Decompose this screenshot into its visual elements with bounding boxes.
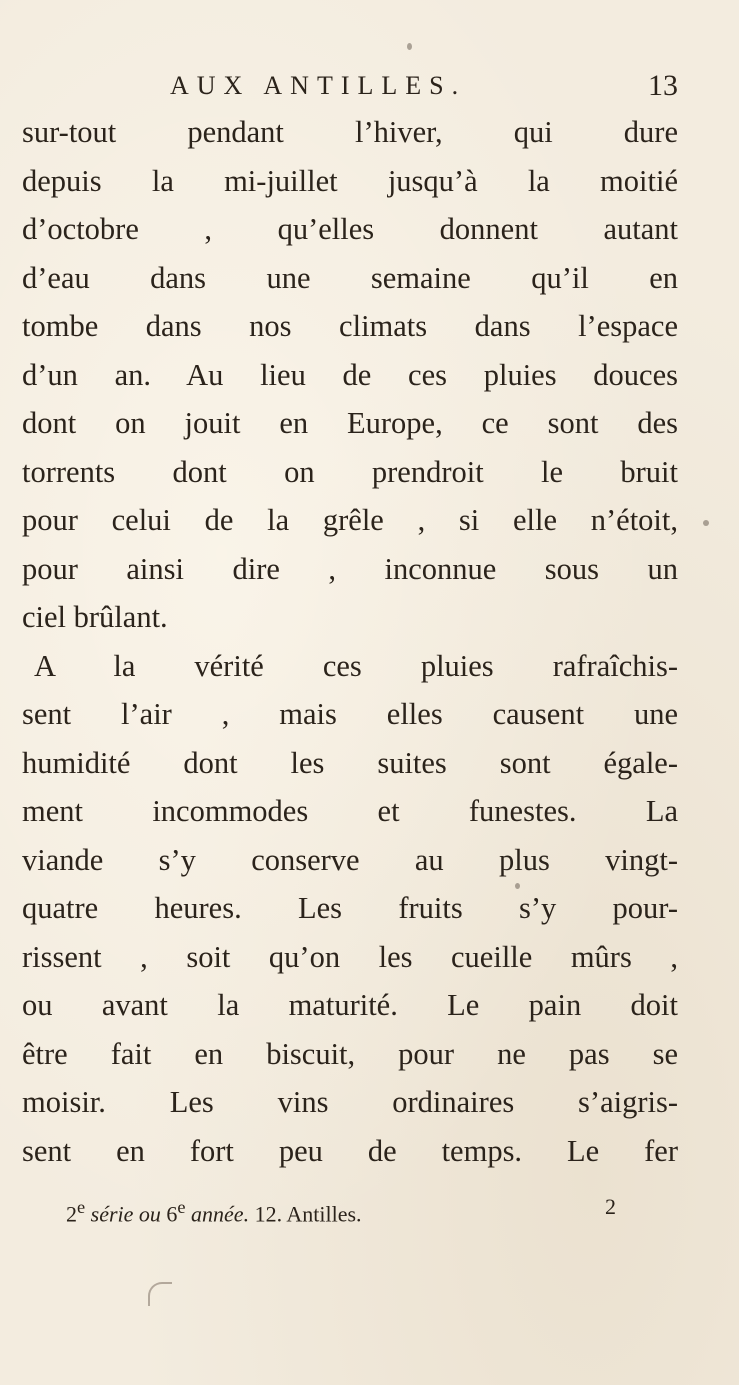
series-word: série ou — [90, 1201, 161, 1227]
signature-mark: 2 — [605, 1194, 616, 1219]
text-line: d’un an. Au lieu de ces pluies douces — [22, 357, 678, 392]
text-line: torrents dont on prendroit le bruit — [22, 454, 678, 489]
body-text — [22, 108, 678, 1175]
text-line: d’eau dans une semaine qu’il en — [22, 260, 678, 295]
text-line: sent l’air , mais elles causent une — [22, 697, 678, 731]
text-line: être fait en biscuit, pour ne pas se — [22, 1036, 678, 1071]
text-line: humidité dont les suites sont égale- — [22, 745, 678, 780]
text-line-paragraph-end: ciel brûlant. — [22, 600, 168, 634]
issue-number: 12. — [254, 1201, 283, 1227]
text-line: d’octobre , qu’elles donnent autant — [22, 212, 678, 246]
signature-line — [66, 1190, 616, 1227]
ink-speck — [515, 883, 520, 889]
text-line: quatre heures. Les fruits s’y pour- — [22, 891, 678, 925]
page-number: 13 — [648, 69, 678, 102]
ink-speck — [703, 520, 709, 526]
text-line: pour celui de la grêle , si elle n’étoit, — [22, 503, 678, 537]
text-line: sent en fort peu de temps. Le fer — [22, 1133, 678, 1168]
text-line: viande s’y conserve au plus vingt- — [22, 842, 678, 877]
paper-mark — [148, 1282, 172, 1306]
year-word: année. — [191, 1201, 250, 1227]
text-line: dont on jouit en Europe, ce sont des — [22, 406, 678, 440]
running-title: AUX ANTILLES. — [170, 71, 467, 100]
text-line: ou avant la maturité. Le pain doit — [22, 988, 678, 1022]
text-line: ment incommodes et funestes. La — [22, 794, 678, 828]
text-line: rissent , soit qu’on les cueille mûrs , — [22, 939, 678, 974]
text-line: moisir. Les vins ordinaires s’aigris- — [22, 1085, 678, 1119]
year-superscript: e — [177, 1197, 186, 1217]
text-line: pour ainsi dire , inconnue sous un — [22, 551, 678, 586]
series-number: 2 — [66, 1201, 77, 1227]
text-line: sur-tout pendant l’hiver, qui dure — [22, 115, 678, 149]
series-superscript: e — [77, 1197, 86, 1217]
text-line-paragraph-start: A la vérité ces pluies rafraîchis- — [34, 648, 678, 683]
text-line: tombe dans nos climats dans l’espace — [22, 309, 678, 343]
text-line: depuis la mi-juillet jusqu’à la moitié — [22, 163, 678, 198]
volume-name: Antilles. — [286, 1201, 362, 1227]
running-head — [22, 66, 682, 106]
year-number: 6 — [166, 1201, 178, 1227]
ink-speck — [407, 43, 412, 50]
